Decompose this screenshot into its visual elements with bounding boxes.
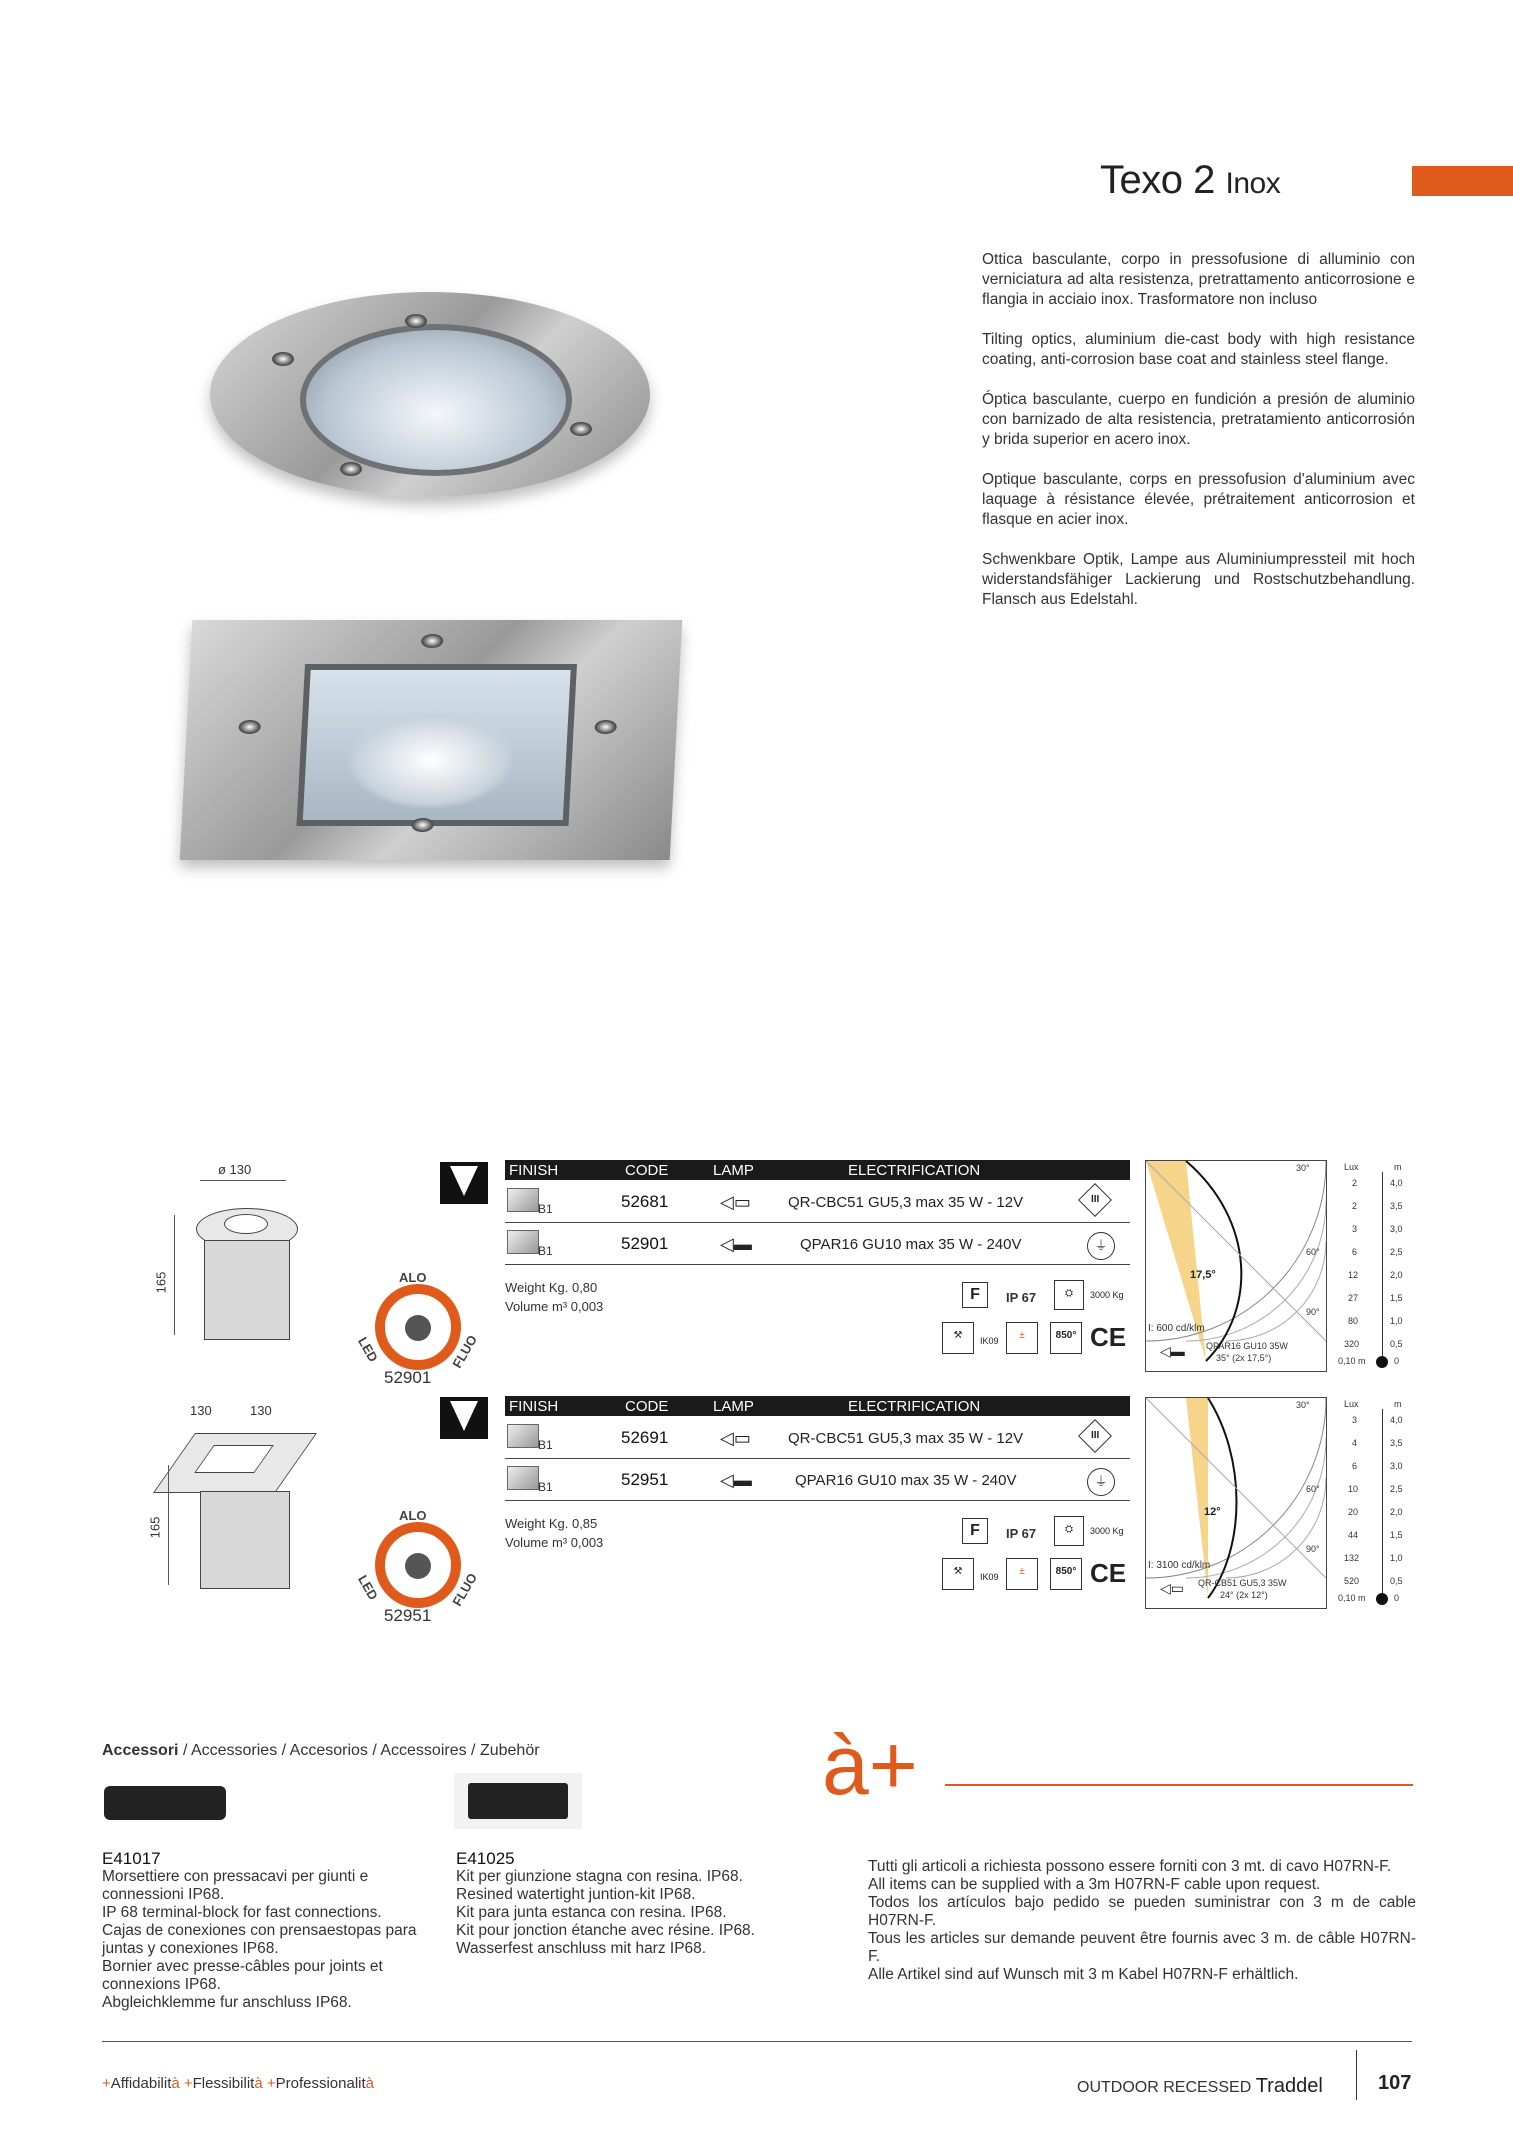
spec-table-body: [505, 1182, 1130, 1266]
technical-drawing-square: [100, 1395, 310, 1595]
header-electrification: ELECTRIFICATION: [848, 1398, 981, 1415]
desc-it: Ottica basculante, corpo in pressofusione di alluminio con verniciatura ad alta resistenza, pretrattamento anticorrosione e flangia in acciaio inox. Trasformatore non incluso: [982, 251, 1415, 308]
accent-bar: [1412, 166, 1513, 196]
lamp-icon: ◁▭: [720, 1428, 751, 1448]
m-value: 3,0: [1390, 1461, 1403, 1471]
weight: Weight Kg. 0,85: [505, 1516, 598, 1531]
slogan-word: Affidabilit: [110, 2075, 172, 2092]
dim-line: [168, 1465, 169, 1585]
accessories-heading-bold: Accessori: [102, 1742, 179, 1759]
accessory-line: Resined watertight juntion-kit IP68.: [456, 1886, 696, 1903]
note-line: Tutti gli articoli a richiesta possono essere forniti con 3 mt. di cavo H07RN-F.: [868, 1858, 1392, 1875]
screw-icon: [570, 422, 592, 436]
spec-table-header: [505, 1160, 1130, 1180]
lamp-icon: ◁▬: [1160, 1343, 1185, 1359]
load-value: 3000 Kg: [1090, 1290, 1124, 1300]
m-value: 0,5: [1390, 1339, 1403, 1349]
deg-label: 90°: [1306, 1307, 1320, 1317]
note-line: All items can be supplied with a 3m H07RN-F cable upon request.: [868, 1876, 1321, 1893]
dim-b: 130: [250, 1403, 272, 1418]
m-value: 3,0: [1390, 1224, 1403, 1234]
lux-value: 3: [1352, 1415, 1358, 1425]
illuminance-scale: [1338, 1397, 1408, 1607]
m-value: 0,5: [1390, 1576, 1403, 1586]
ref-code: 52951: [384, 1606, 432, 1625]
lux-value: 4: [1352, 1438, 1358, 1448]
screw-icon: [238, 720, 261, 734]
electrification: QR-CBC51 GU5,3 max 35 W - 12V: [788, 1430, 1024, 1447]
source-dot: [1376, 1593, 1388, 1605]
row-divider: [505, 1264, 1130, 1265]
screw-icon: [340, 462, 362, 476]
cable-note: [868, 1858, 1416, 1984]
screw-icon: [594, 720, 617, 734]
lux-value: 132: [1344, 1553, 1360, 1563]
weight: Weight Kg. 0,80: [505, 1280, 598, 1295]
m-value: 2,0: [1390, 1507, 1403, 1517]
header-finish: FINISH: [509, 1162, 559, 1179]
dim-height: 165: [147, 1516, 163, 1539]
lux-value: 6: [1352, 1461, 1358, 1471]
lux-value: 10: [1348, 1484, 1359, 1494]
recessed-type-icon: [440, 1162, 488, 1204]
finish-code: B1: [538, 1202, 553, 1216]
deg-label: 60°: [1306, 1484, 1320, 1494]
accessory-e41025: [456, 1850, 816, 1958]
lux-value: 80: [1348, 1316, 1359, 1326]
row-divider: [505, 1458, 1130, 1459]
ce-mark: CE: [1090, 1558, 1127, 1588]
lux-value: 12: [1348, 1270, 1359, 1280]
accessories-heading-rest: / Accessories / Accesorios / Accessoires / Zubehör: [178, 1742, 540, 1759]
accessory-line: Kit para junta estanca con resina. IP68.: [456, 1904, 727, 1921]
m-value: 2,0: [1390, 1270, 1403, 1280]
accessory-line: Kit pour jonction étanche avec résine. IP68.: [456, 1922, 755, 1939]
drawing-lens: [224, 1214, 268, 1234]
finish-code: B1: [538, 1244, 553, 1258]
finish-code: B1: [538, 1438, 553, 1452]
lux-value: 320: [1344, 1339, 1360, 1349]
page-title: Texo 2 Inox: [1100, 158, 1281, 202]
scale-axis: [1382, 1172, 1383, 1356]
deg-label: 90°: [1306, 1544, 1320, 1554]
finish-swatch: [507, 1424, 539, 1448]
lux-value: 20: [1348, 1507, 1359, 1517]
source-dot: [1376, 1356, 1388, 1368]
badge-led: LED: [355, 1334, 381, 1365]
m-label: m: [1394, 1162, 1402, 1172]
screw-icon: [405, 314, 427, 328]
m-value: 3,5: [1390, 1438, 1403, 1448]
accessory-line: Morsettiere con pressacavi per giunti e connessioni IP68.: [102, 1868, 369, 1903]
badge-fluo: FLUO: [449, 1332, 481, 1371]
photometric-diagram: [1145, 1397, 1327, 1609]
finish-swatch: [507, 1466, 539, 1490]
desc-de: Schwenkbare Optik, Lampe aus Aluminiumpressteil mit hoch widerstandsfähiger Lackierung und Rostschutzbehandlung. Flansch aus Edelstahl.: [982, 551, 1415, 608]
lamp-icon: ◁▬: [720, 1470, 752, 1490]
deg-label: 30°: [1296, 1163, 1310, 1173]
lamp-icon: ◁▬: [720, 1234, 752, 1254]
accessory-line: Wasserfest anschluss mit harz IP68.: [456, 1940, 707, 1957]
tilt-icon: ±: [1006, 1558, 1038, 1590]
spec-table-header: [505, 1396, 1130, 1416]
square-product-photo: [180, 620, 683, 860]
photometric-curve: [1146, 1161, 1326, 1371]
lux-value: 27: [1348, 1293, 1359, 1303]
screw-icon: [272, 352, 294, 366]
lux-value: 520: [1344, 1576, 1360, 1586]
description-block: [982, 250, 1415, 630]
m-value: 1,5: [1390, 1530, 1403, 1540]
slogan-accent: à: [365, 2075, 374, 2092]
lamp-spec: QR-CB51 GU5,3 35W: [1198, 1578, 1287, 1588]
accessory-line: IP 68 terminal-block for fast connections.: [102, 1904, 382, 1921]
temp-icon: 850°: [1050, 1322, 1082, 1354]
beam-spec: 24° (2x 12°): [1220, 1590, 1268, 1600]
badge-led: LED: [355, 1572, 381, 1603]
footer-divider: [102, 2041, 1412, 2042]
finish-swatch: [507, 1188, 539, 1212]
accessory-code: E41017: [102, 1849, 161, 1868]
m-value: 3,5: [1390, 1201, 1403, 1211]
lux-value: 2: [1352, 1201, 1358, 1211]
m-value: 1,0: [1390, 1553, 1403, 1563]
hammer-icon: ⚒: [942, 1322, 974, 1354]
photometric-curve: [1146, 1398, 1326, 1608]
header-lamp: LAMP: [713, 1162, 754, 1179]
temp-icon: 850°: [1050, 1558, 1082, 1590]
header-code: CODE: [625, 1398, 669, 1415]
product-code: 52951: [621, 1470, 669, 1489]
footer-separator: [1356, 2050, 1357, 2100]
note-line: Tous les articles sur demande peuvent être fournis avec 3 m. de câble H07RN-F.: [868, 1930, 1416, 1965]
technical-drawing-round: [100, 1160, 310, 1360]
f-mark-icon: F: [962, 1518, 988, 1544]
accessory-line: Bornier avec presse-câbles pour joints et connexions IP68.: [102, 1958, 383, 1993]
lamp-icon: ◁▭: [1160, 1580, 1184, 1596]
dim-line: [174, 1215, 175, 1335]
m-value: 2,5: [1390, 1484, 1403, 1494]
header-finish: FINISH: [509, 1398, 559, 1415]
finish-swatch: [507, 1230, 539, 1254]
slogan-plus: +: [102, 2075, 111, 2092]
lens: [300, 324, 572, 476]
lamp-type-badge: [355, 1508, 485, 1618]
intensity: I: 3100 cd/klm: [1148, 1560, 1211, 1571]
badge-center: [405, 1315, 431, 1341]
electrification: QR-CBC51 GU5,3 max 35 W - 12V: [788, 1194, 1024, 1211]
accessory-image-e41025: [454, 1773, 582, 1829]
brand-name: Traddel: [1255, 2075, 1323, 2097]
slogan-plus: +: [262, 2075, 276, 2092]
lamp-icon: ◁▭: [720, 1192, 751, 1212]
lux-label: Lux: [1344, 1399, 1359, 1409]
ip-rating: IP 67: [1006, 1290, 1037, 1305]
scale-zero: 0: [1394, 1593, 1400, 1603]
deg-label: 60°: [1306, 1247, 1320, 1257]
lamp-type-badge: [355, 1270, 485, 1380]
spec-table-body: [505, 1418, 1130, 1502]
load-icon: ⛭: [1054, 1280, 1084, 1310]
header-lamp: LAMP: [713, 1398, 754, 1415]
dim-line: [200, 1180, 286, 1181]
earth-icon: ⏚: [1087, 1468, 1115, 1496]
ip-rating: IP 67: [1006, 1526, 1037, 1541]
intensity: I: 600 cd/klm: [1148, 1323, 1205, 1334]
accessories-heading: [102, 1742, 540, 1760]
scale-zero: 0: [1394, 1356, 1400, 1366]
tilt-icon: ±: [1006, 1322, 1038, 1354]
m-value: 4,0: [1390, 1415, 1403, 1425]
class-iii-icon: III: [1078, 1419, 1112, 1453]
lux-value: 3: [1352, 1224, 1358, 1234]
ce-mark: CE: [1090, 1322, 1127, 1352]
m-value: 2,5: [1390, 1247, 1403, 1257]
accessory-line: Cajas de conexiones con prensaestopas para juntas y conexiones IP68.: [102, 1922, 417, 1957]
ref-code: 52901: [384, 1368, 432, 1387]
load-icon: ⛭: [1054, 1516, 1084, 1546]
ik-rating: IK09: [980, 1572, 999, 1582]
footer-section: [1077, 2075, 1323, 2098]
lux-value: 6: [1352, 1247, 1358, 1257]
m-value: 1,0: [1390, 1316, 1403, 1326]
desc-en: Tilting optics, aluminium die-cast body with high resistance coating, anti-corrosion base coat and stainless steel flange.: [982, 331, 1415, 368]
scale-bottom: 0,10 m: [1338, 1593, 1366, 1603]
slogan-word: Professionalit: [275, 2075, 366, 2092]
product-code: 52691: [621, 1428, 669, 1447]
product-code: 52681: [621, 1192, 669, 1211]
lamp-spec: QPAR16 GU10 35W: [1206, 1341, 1288, 1351]
ik-rating: IK09: [980, 1336, 999, 1346]
accessory-line: Kit per giunzione stagna con resina. IP68.: [456, 1868, 743, 1885]
badge-center: [405, 1553, 431, 1579]
note-line: Todos los artículos bajo pedido se pueden suministrar con 3 m de cable H07RN-F.: [868, 1894, 1416, 1929]
scale-axis: [1382, 1409, 1383, 1593]
m-value: 1,5: [1390, 1293, 1403, 1303]
volume: Volume m³ 0,003: [505, 1535, 604, 1550]
illuminance-scale: [1338, 1160, 1408, 1370]
m-value: 4,0: [1390, 1178, 1403, 1188]
slogan-plus: +: [179, 2075, 193, 2092]
lux-label: Lux: [1344, 1162, 1359, 1172]
slogan-accent: à: [254, 2075, 263, 2092]
earth-icon: ⏚: [1087, 1232, 1115, 1260]
badge-alo: ALO: [399, 1270, 427, 1285]
footer-slogan: [102, 2075, 374, 2092]
aplus-logo: à+: [822, 1718, 918, 1812]
slogan-accent: à: [171, 2075, 180, 2092]
badge-fluo: FLUO: [449, 1570, 481, 1609]
m-label: m: [1394, 1399, 1402, 1409]
recessed-type-icon: [440, 1397, 488, 1439]
lens: [296, 664, 576, 826]
round-product-photo: [210, 292, 650, 497]
accessory-e41017: [102, 1850, 432, 2012]
accessory-code: E41025: [456, 1849, 515, 1868]
slogan-word: Flessibilit: [192, 2075, 255, 2092]
deg-label: 30°: [1296, 1400, 1310, 1410]
f-mark-icon: F: [962, 1282, 988, 1308]
header-code: CODE: [625, 1162, 669, 1179]
title-sub: Inox: [1225, 167, 1281, 200]
note-line: Alle Artikel sind auf Wunsch mit 3 m Kabel H07RN-F erhältlich.: [868, 1966, 1299, 1983]
dim-a: 130: [190, 1403, 212, 1418]
beam-angle: 12°: [1204, 1506, 1221, 1518]
electrification: QPAR16 GU10 max 35 W - 240V: [800, 1236, 1022, 1253]
page-number: 107: [1378, 2072, 1412, 2094]
beam-spec: 35° (2x 17,5°): [1216, 1353, 1272, 1363]
header-electrification: ELECTRIFICATION: [848, 1162, 981, 1179]
load-value: 3000 Kg: [1090, 1526, 1124, 1536]
lux-value: 2: [1352, 1178, 1358, 1188]
section-name: OUTDOOR RECESSED: [1077, 2079, 1252, 2096]
drawing-body: [204, 1240, 290, 1340]
lux-value: 44: [1348, 1530, 1359, 1540]
photometric-diagram: [1145, 1160, 1327, 1372]
finish-code: B1: [538, 1480, 553, 1494]
row-divider: [505, 1222, 1130, 1223]
screw-icon: [421, 634, 444, 648]
hammer-icon: ⚒: [942, 1558, 974, 1590]
beam-angle: 17,5°: [1190, 1269, 1216, 1281]
dim-diameter: ø 130: [218, 1162, 252, 1177]
scale-bottom: 0,10 m: [1338, 1356, 1366, 1366]
electrification: QPAR16 GU10 max 35 W - 240V: [795, 1472, 1017, 1489]
dim-height: 165: [153, 1271, 169, 1294]
accessory-image-e41017: [104, 1786, 226, 1820]
row-divider: [505, 1500, 1130, 1501]
desc-fr: Optique basculante, corps en pressofusion d'aluminium avec laquage à résistance élevée, prétraitement anticorrosion et flasque en acier inox.: [982, 471, 1415, 528]
class-iii-icon: III: [1078, 1183, 1112, 1217]
drawing-body: [200, 1491, 290, 1589]
product-code: 52901: [621, 1234, 669, 1253]
aplus-line: [945, 1784, 1413, 1786]
volume: Volume m³ 0,003: [505, 1299, 604, 1314]
badge-alo: ALO: [399, 1508, 427, 1523]
desc-es: Óptica basculante, cuerpo en fundición a presión de aluminio con barnizado de alta resistencia, pretratamiento anticorrosión y brida superior en acero inox.: [982, 391, 1415, 448]
accessory-line: Abgleichklemme fur anschluss IP68.: [102, 1994, 352, 2011]
screw-icon: [411, 818, 434, 832]
